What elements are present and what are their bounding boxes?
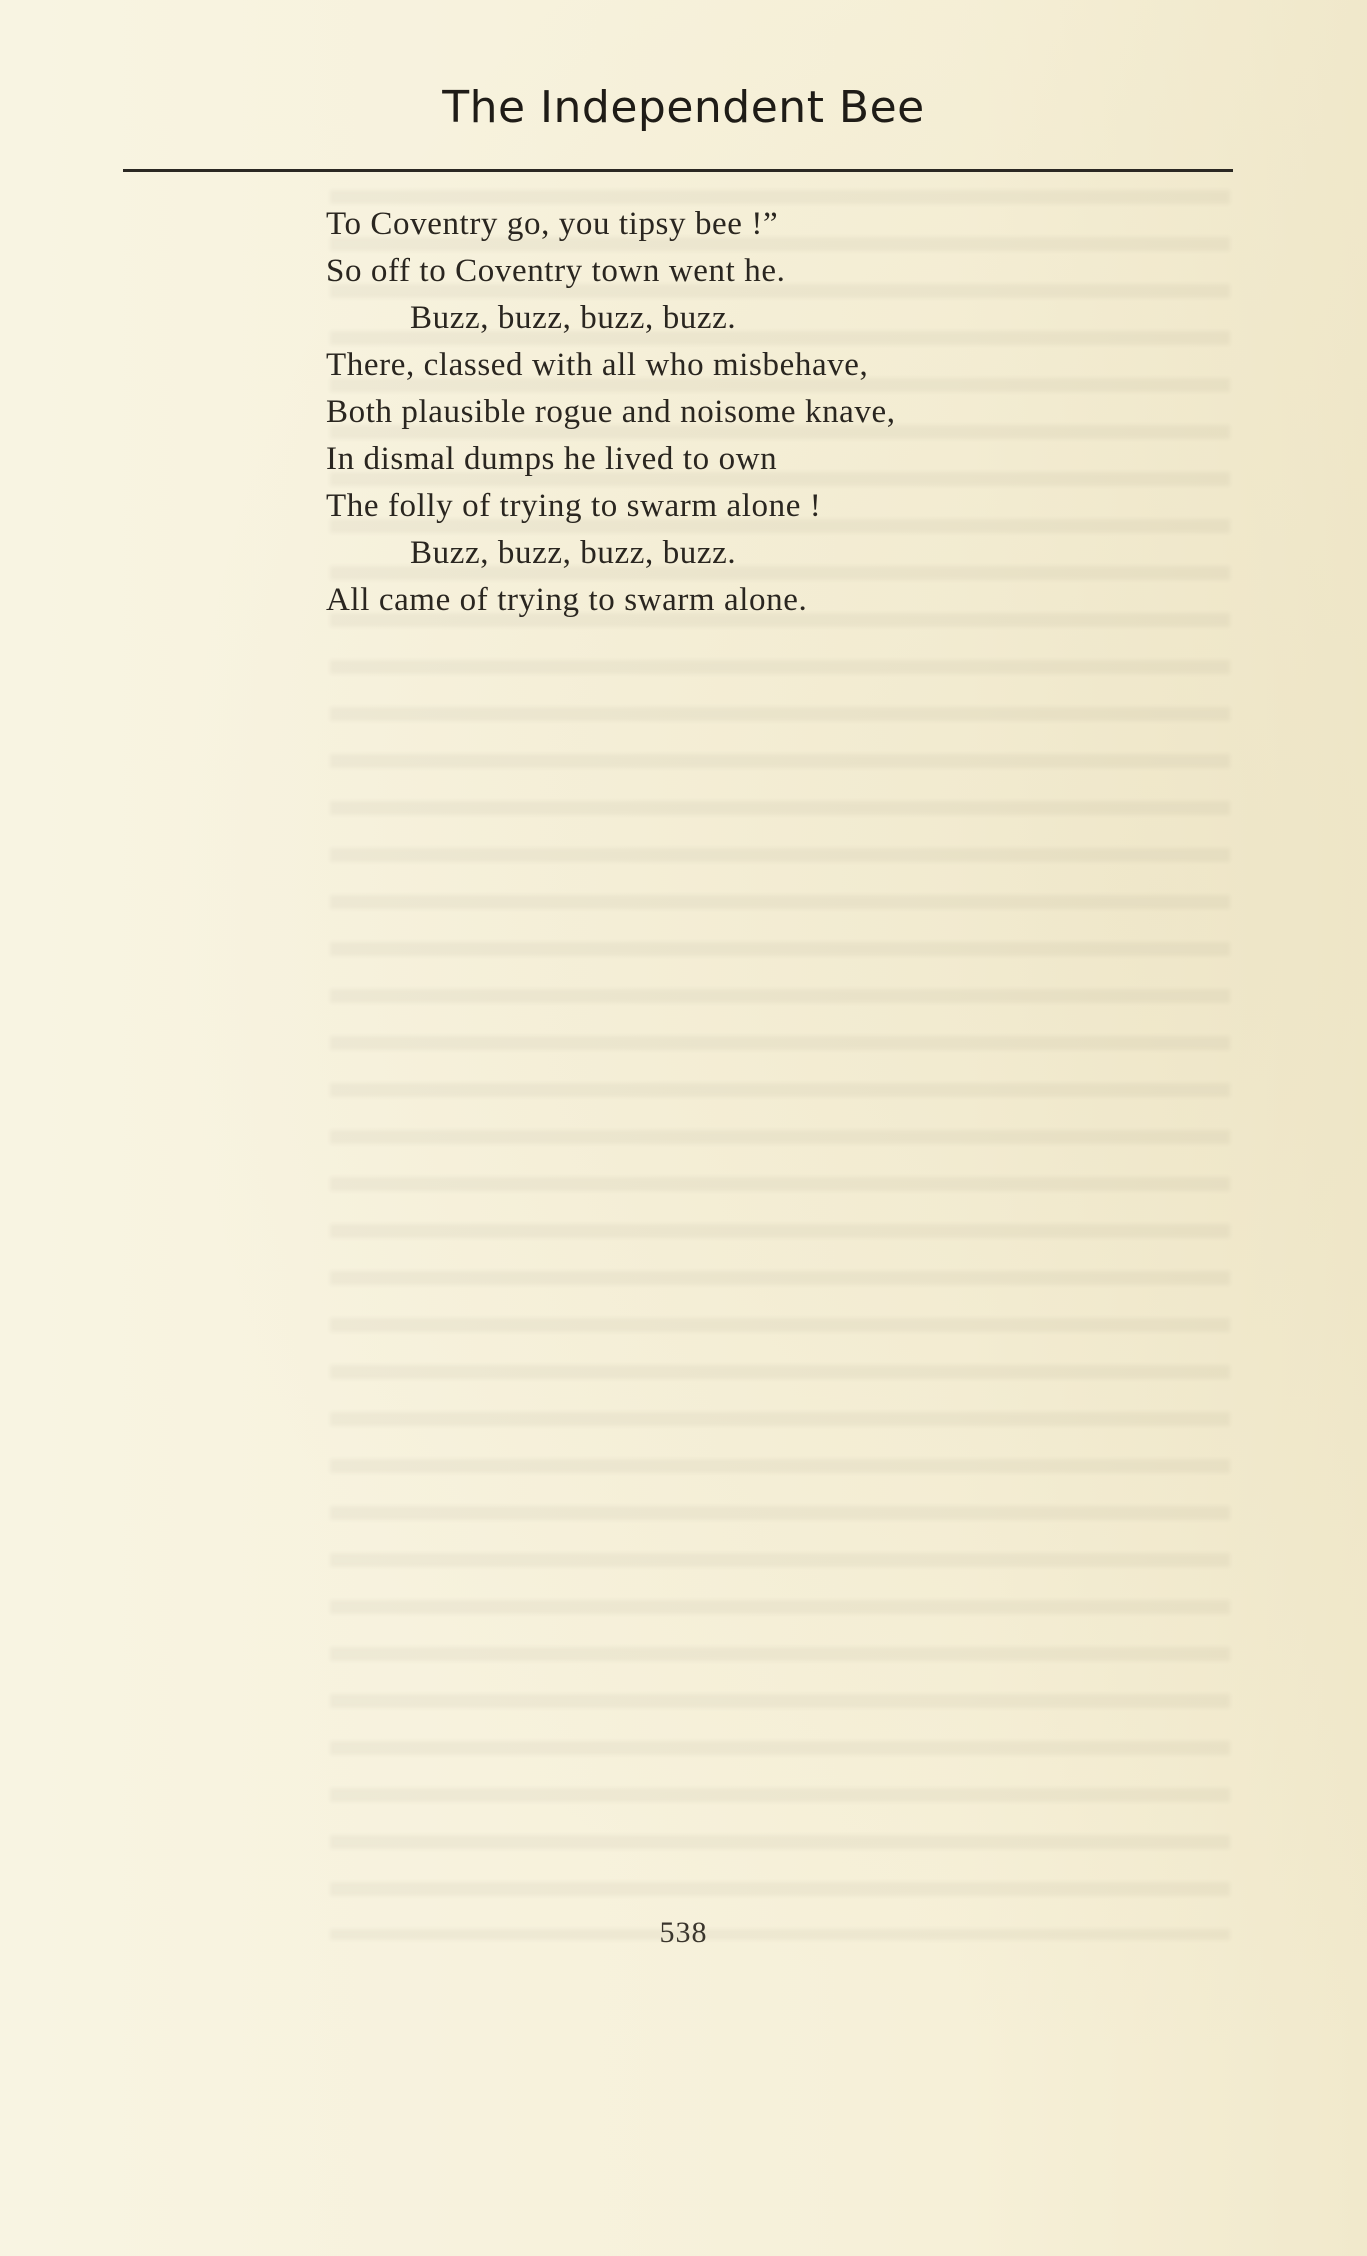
poem-verse <box>326 201 1226 624</box>
page-number: 538 <box>659 1916 708 1949</box>
verse-refrain-line: Buzz, buzz, buzz, buzz. <box>410 300 737 336</box>
verse-line: There, classed with all who misbehave, <box>326 347 869 383</box>
header-rule <box>123 169 1233 172</box>
verse-refrain-line: Buzz, buzz, buzz, buzz. <box>410 535 737 571</box>
verse-line: All came of trying to swarm alone. <box>326 582 808 618</box>
verse-line: Both plausible rogue and noisome knave, <box>326 394 896 430</box>
verse-line: To Coventry go, you tipsy bee !” <box>326 206 779 242</box>
verse-line: In dismal dumps he lived to own <box>326 441 778 477</box>
verse-line: So off to Coventry town went he. <box>326 253 786 289</box>
running-title: The Independent Bee <box>442 82 925 133</box>
verse-line: The folly of trying to swarm alone ! <box>326 488 822 524</box>
